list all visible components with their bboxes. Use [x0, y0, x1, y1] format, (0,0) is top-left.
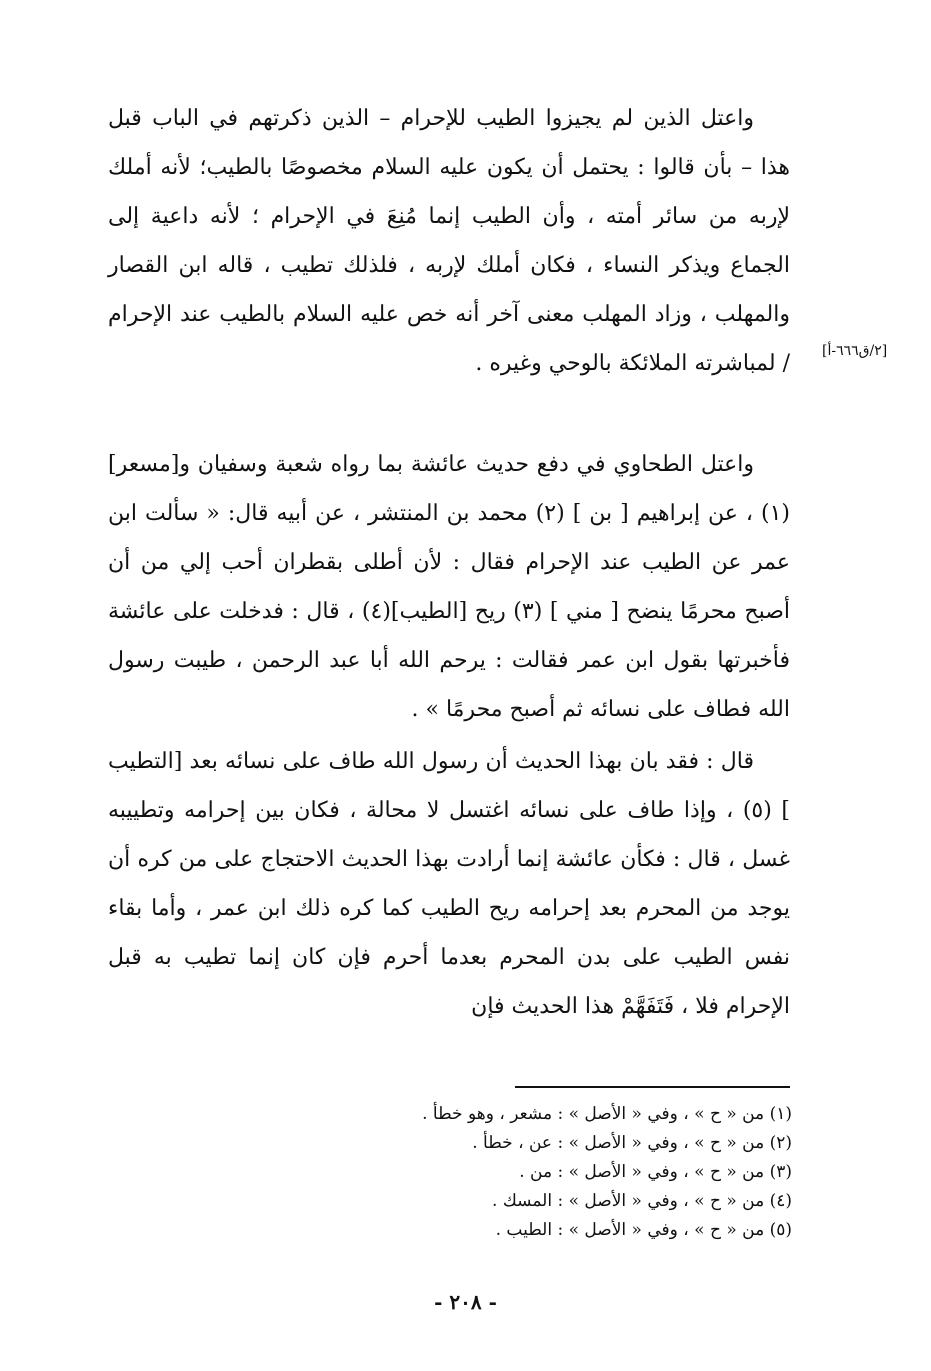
footnote-5: (٥) من « ح » ، وفي « الأصل » : الطيب .	[495, 1220, 792, 1240]
footnote-4: (٤) من « ح » ، وفي « الأصل » : المسك .	[492, 1191, 792, 1211]
footnote-2: (٢) من « ح » ، وفي « الأصل » : عن ، خطأ .	[472, 1133, 792, 1153]
margin-folio-reference: [٢/ق٦٦٦-أ]	[822, 343, 888, 359]
body-paragraph-1: واعتل الذين لم يجيزوا الطيب للإحرام – الذين ذكرتهم في الباب قبل هذا – بأن قالوا : يحتمل أن يكون عليه السلام مخصوصًا بالطيب؛ لأنه أملك لإربه من سائر أمته ، وأن الطيب إنما مُنِعَ في الإحرام ؛ لأنه داعية إلى الجماع ويذكر النساء ، فكان أملك لإربه ، فلذلك تطيب ، قاله ابن القصار والمهلب ، وزاد المهلب معنى آخر أنه خص عليه السلام بالطيب عند الإحرام / لمباشرته الملائكة بالوحي وغيره .	[108, 106, 791, 376]
footnotes	[300, 1100, 792, 1245]
body-paragraph-3: قال : فقد بان بهذا الحديث أن رسول الله طاف على نسائه بعد [التطيب ] (٥) ، وإذا طاف على نسائه اغتسل لا محالة ، فكان بين إحرامه وتطييبه غسل ، قال : فكأن عائشة إنما أرادت بهذا الحديث الاحتجاج على من كره أن يوجد من المحرم بعد إحرامه ريح الطيب كما كره ذلك ابن عمر ، وأما بقاء نفس الطيب على بدن المحرم بعدما أحرم فإن كان إنما تطيب به قبل الإحرام فلا ، فَتَفَهَّمْ هذا الحديث فإن	[108, 749, 790, 1019]
footnote-3: (٣) من « ح » ، وفي « الأصل » : من .	[519, 1162, 792, 1182]
body-paragraph-2: واعتل الطحاوي في دفع حديث عائشة بما رواه شعبة وسفيان و[مسعر] (١) ، عن إبراهيم [ بن ] (٢) محمد بن المنتشر ، عن أبيه قال: « سألت ابن عمر عن الطيب عند الإحرام فقال : لأن أطلى بقطران أحب إلي من أن أصبح محرمًا ينضح [ مني ] (٣) ريح [الطيب](٤) ، قال : فدخلت على عائشة فأخبرتها بقول ابن عمر فقالت : يرحم الله أبا عبد الرحمن ، طيبت رسول الله فطاف على نسائه ثم أصبح محرمًا » .	[108, 452, 790, 722]
footnote-1: (١) من « ح » ، وفي « الأصل » : مشعر ، وهو خطأ .	[422, 1104, 792, 1124]
page-number: - ٢٠٨ -	[434, 1290, 497, 1314]
footnote-separator-line	[515, 1086, 790, 1088]
